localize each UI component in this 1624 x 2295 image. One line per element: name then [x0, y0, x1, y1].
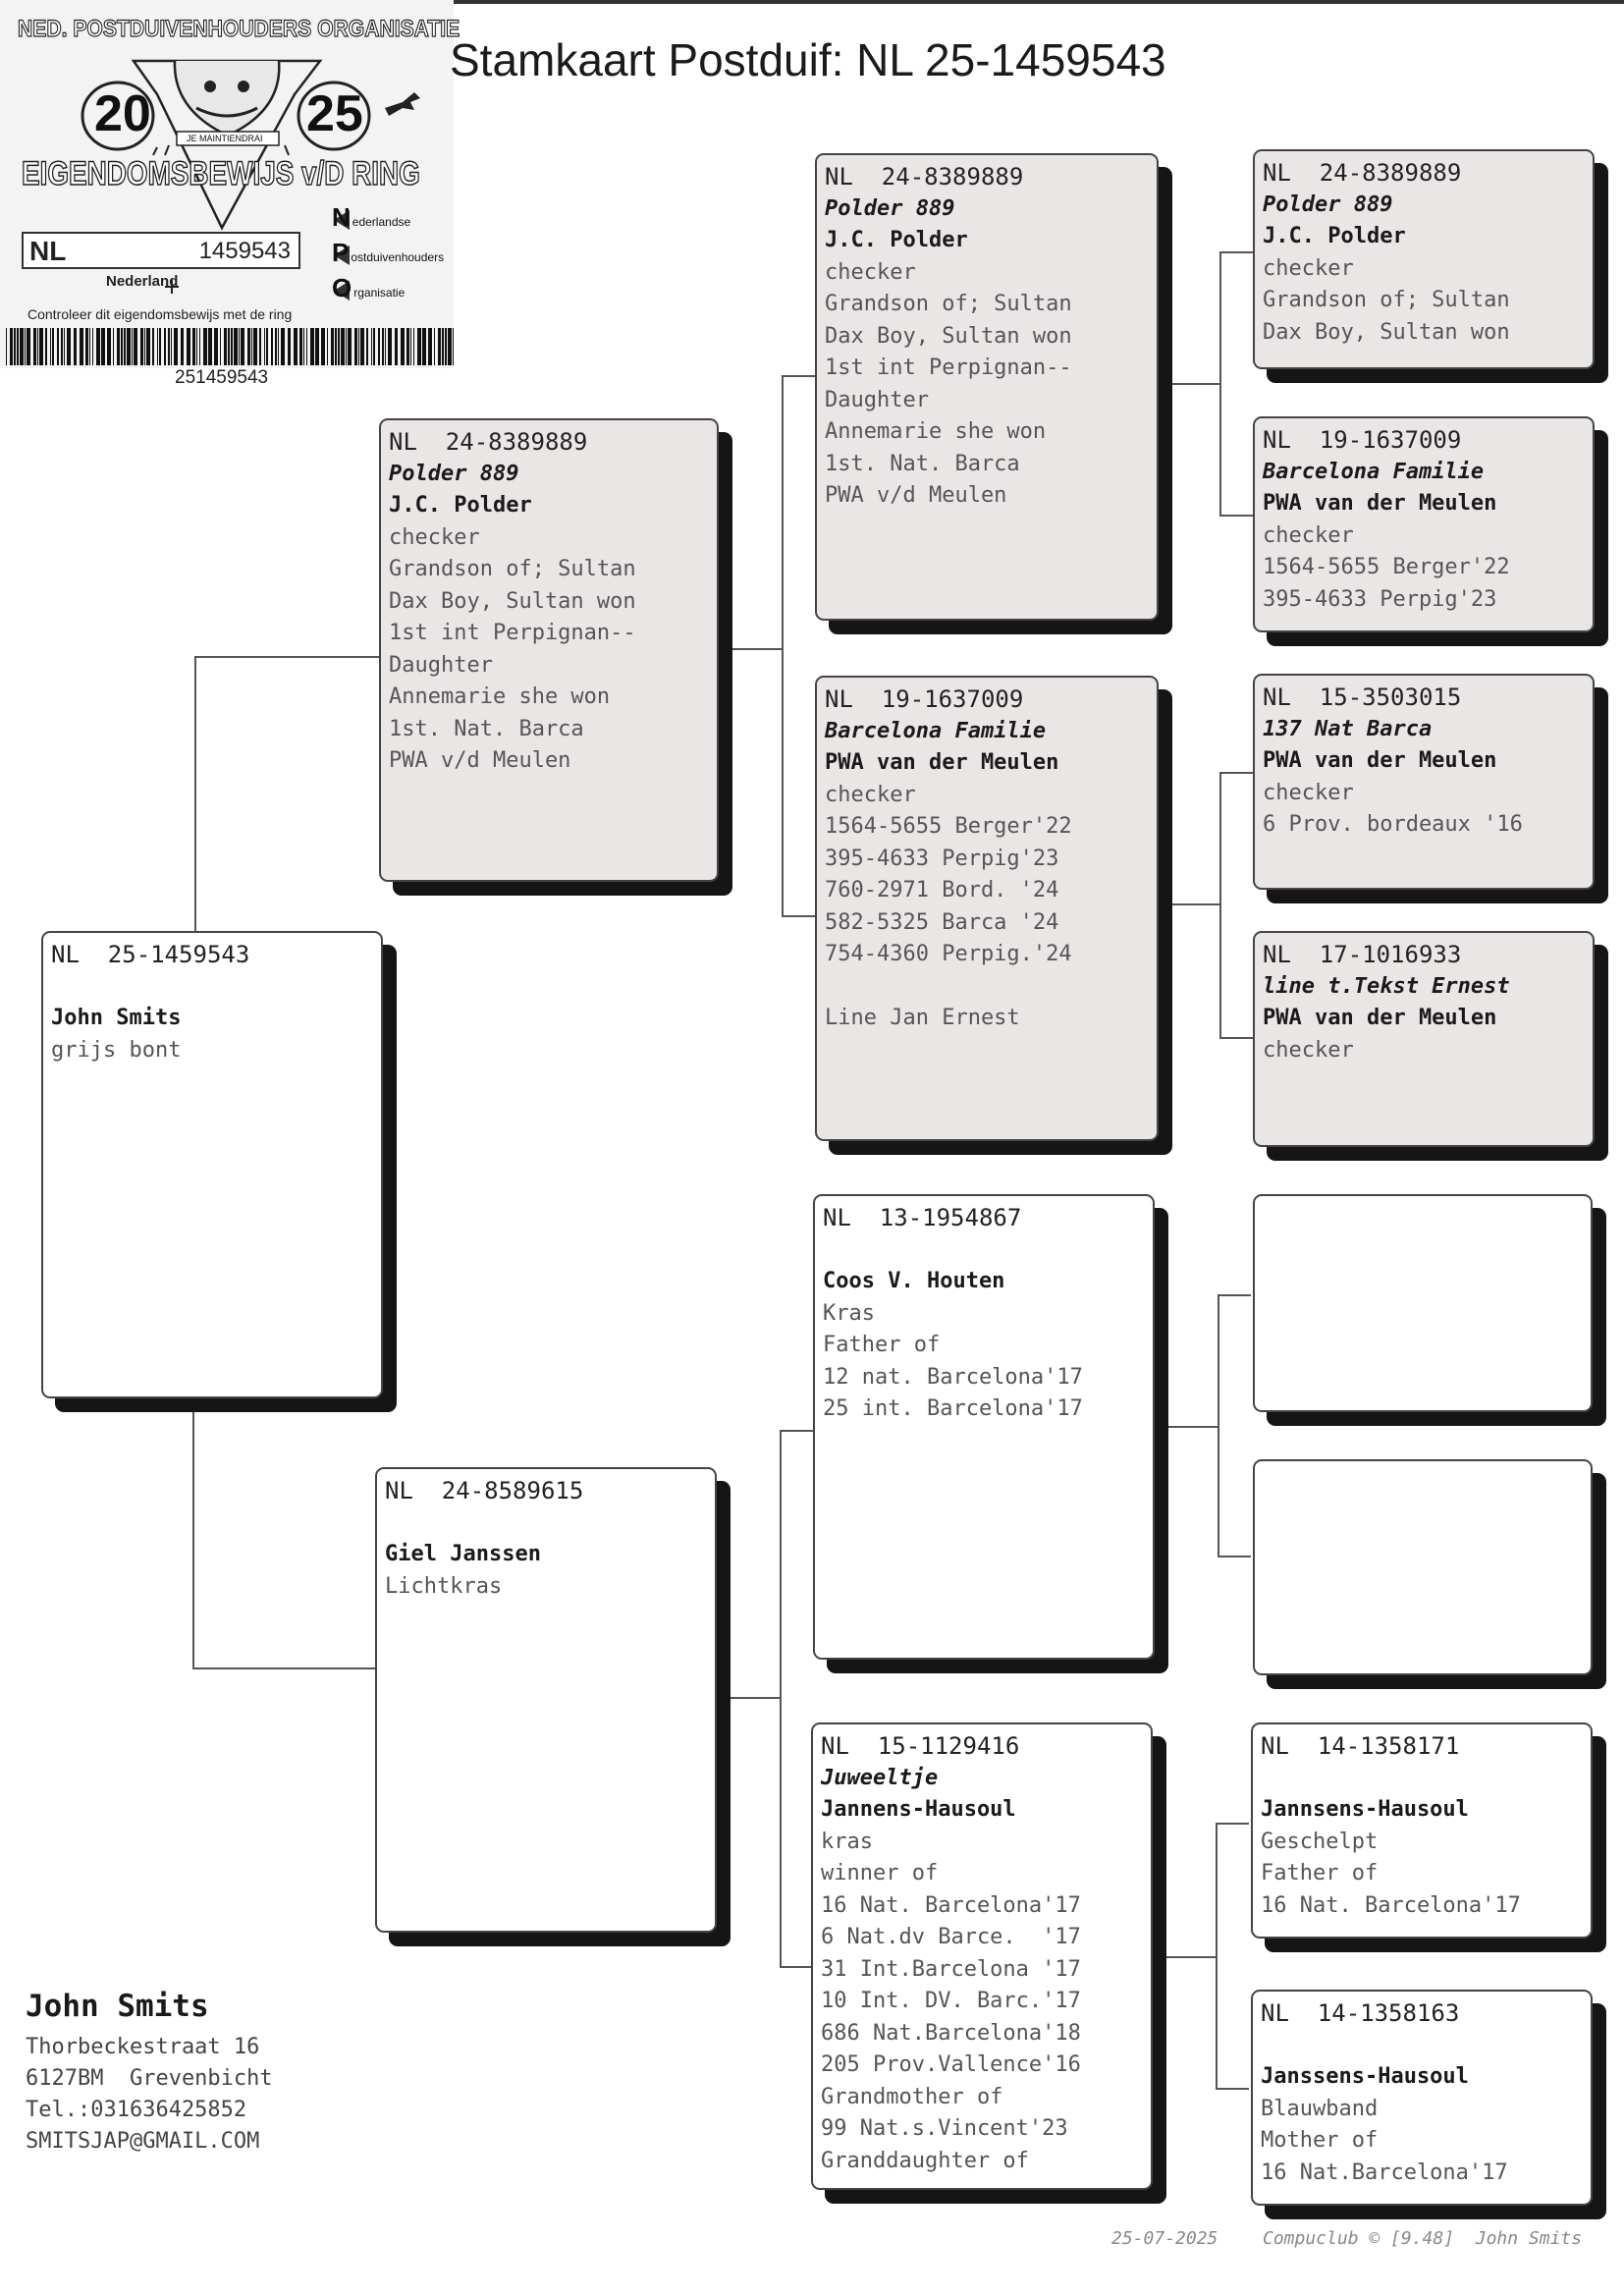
- barcode-bar: [259, 328, 261, 365]
- barcode-bar: [406, 328, 409, 365]
- barcode-bar: [20, 328, 24, 365]
- breeder-name: Giel Janssen: [385, 1542, 541, 1566]
- owner-name: John Smits: [26, 1989, 209, 2024]
- ring-number: NL 25-1459543: [51, 941, 250, 968]
- pigeon-info-line: Grandson of; Sultan: [389, 557, 636, 581]
- pigeon-info-line: 99 Nat.s.Vincent'23: [821, 2116, 1068, 2141]
- barcode-bar: [121, 328, 123, 365]
- barcode-bar: [338, 328, 340, 365]
- barcode-bar: [50, 328, 51, 365]
- barcode-bar: [331, 328, 334, 365]
- pigeon-info-line: 754-4360 Perpig.'24: [825, 942, 1072, 966]
- barcode-bar: [266, 328, 268, 365]
- certificate-title: EIGENDOMSBEWIJS v/D RING: [22, 155, 420, 192]
- breeder-name: Jannsens-Hausoul: [1261, 1797, 1469, 1822]
- connector: [1218, 1556, 1251, 1557]
- connector: [780, 1430, 782, 1968]
- connector: [1164, 1956, 1216, 1958]
- barcode-bar: [6, 328, 7, 365]
- barcode-bar: [171, 328, 172, 365]
- connector: [1219, 251, 1221, 517]
- barcode-bar: [57, 328, 59, 365]
- pigeon-info-line: Daughter: [389, 652, 493, 678]
- pigeon-info-line: [51, 971, 373, 1004]
- pigeon-name: Polder 889: [825, 195, 955, 221]
- pigeon-info-line: [385, 1507, 707, 1540]
- barcode-bar: [101, 328, 105, 365]
- pedigree-card-dam: [375, 1467, 717, 1933]
- connector: [782, 915, 815, 917]
- barcode-bar: [234, 328, 238, 365]
- pigeon-info-line: PWA v/d Meulen: [825, 483, 1007, 508]
- pigeon-info-line: checker: [1263, 522, 1354, 548]
- barcode-bar: [107, 328, 111, 365]
- ring-number: NL 13-1954867: [823, 1204, 1022, 1231]
- pigeon-info-line: 1st. Nat. Barca: [389, 716, 584, 741]
- pedigree-card-ssd: [1253, 416, 1595, 632]
- barcode-bar: [445, 328, 447, 365]
- barcode-bar: [388, 328, 392, 365]
- connector: [729, 1697, 780, 1699]
- barcode-bar: [348, 328, 352, 365]
- pigeon-name: Juweeltje: [821, 1765, 939, 1790]
- barcode-bar: [228, 328, 230, 365]
- pedigree-card-dds: [1251, 1722, 1593, 1939]
- barcode-bar: [174, 328, 178, 365]
- ring-number: NL 24-8389889: [389, 428, 588, 456]
- connector: [1218, 1294, 1219, 1557]
- pigeon-name: 137 Nat Barca: [1263, 716, 1433, 741]
- barcode-bar: [92, 328, 93, 365]
- barcode-bar: [438, 328, 441, 365]
- owner-phone: Tel.:031636425852: [26, 2098, 247, 2122]
- connector: [192, 1410, 194, 1669]
- pigeon-info-line: checker: [1263, 1037, 1354, 1063]
- barcode-bar: [239, 328, 240, 365]
- pigeon-info-line: Father of: [823, 1333, 941, 1357]
- pigeon-info-line: [823, 1234, 1145, 1267]
- certificate-ring-box: [22, 232, 300, 269]
- pigeon-info-line: 205 Prov.Vallence'16: [821, 2052, 1081, 2077]
- barcode-bar: [181, 328, 184, 365]
- pigeon-info-line: Daughter: [825, 387, 929, 412]
- barcode-bar: [45, 328, 47, 365]
- connector: [782, 375, 815, 377]
- barcode-bar: [395, 328, 398, 365]
- barcode-bar: [382, 328, 384, 365]
- barcode-bar: [89, 328, 90, 365]
- breeder-name: PWA van der Meulen: [1263, 491, 1497, 516]
- pigeon-info-line: Dax Boy, Sultan won: [825, 323, 1072, 349]
- barcode-bar: [231, 328, 233, 365]
- certificate-year-right: 25: [306, 85, 363, 142]
- certificate-year-left: 20: [94, 85, 151, 142]
- pigeon-info-line: Dax Boy, Sultan won: [1263, 319, 1510, 345]
- page-title: Stamkaart Postduif: NL 25-1459543: [450, 34, 1166, 85]
- pedigree-card-sire-dam: [815, 676, 1159, 1141]
- connector: [1218, 1294, 1251, 1296]
- barcode-bar: [428, 328, 432, 365]
- pedigree-card-dam-sire: [813, 1194, 1155, 1660]
- connector: [1219, 772, 1253, 774]
- barcode-bar: [67, 328, 71, 365]
- pigeon-info-line: grijs bont: [51, 1037, 182, 1063]
- pigeon-info-line: 1st int Perpignan--: [825, 355, 1072, 380]
- breeder-name: PWA van der Meulen: [1263, 1006, 1497, 1030]
- breeder-name: Janssens-Hausoul: [1261, 2064, 1469, 2089]
- pigeon-name: Polder 889: [389, 461, 519, 486]
- pedigree-card-dss: [1253, 1194, 1593, 1412]
- connector: [1216, 1823, 1249, 1825]
- barcode-bar: [64, 328, 65, 365]
- pigeon-info-line: 1st. Nat. Barca: [825, 451, 1020, 476]
- pedigree-card-subject: [41, 931, 383, 1398]
- pigeon-info-line: 10 Int. DV. Barc.'17: [821, 1989, 1081, 2013]
- pigeon-info-line: 1st int Perpignan--: [389, 621, 636, 645]
- pedigree-card-sire-sire: [815, 153, 1159, 621]
- pigeon-info-line: [1261, 1763, 1583, 1795]
- barcode-bar: [358, 328, 359, 365]
- barcode-bar: [281, 328, 285, 365]
- pigeon-info-line: Grandson of; Sultan: [825, 292, 1072, 316]
- breeder-name: PWA van der Meulen: [825, 750, 1059, 775]
- connector: [1219, 1037, 1253, 1039]
- barcode-bar: [33, 328, 36, 365]
- pigeon-info-line: Grandson of; Sultan: [1263, 288, 1510, 312]
- barcode-bar: [74, 328, 77, 365]
- barcode-bar: [413, 328, 414, 365]
- pigeon-info-line: Blauwband: [1261, 2096, 1379, 2121]
- barcode-bar: [39, 328, 43, 365]
- pigeon-info-line: Father of: [1261, 1861, 1379, 1885]
- barcode-bar: [61, 328, 63, 365]
- barcode-bar: [247, 328, 250, 365]
- pigeon-info-line: 760-2971 Bord. '24: [825, 878, 1059, 902]
- barcode-bar: [168, 328, 170, 365]
- pigeon-info-line: checker: [825, 782, 916, 807]
- pedigree-card-ddd: [1251, 1990, 1593, 2206]
- connector: [1168, 383, 1219, 385]
- pigeon-info-line: Annemarie she won: [825, 419, 1047, 444]
- pigeon-info-line: 16 Nat. Barcelona'17: [821, 1892, 1081, 1918]
- barcode-bar: [17, 328, 19, 365]
- barcode-bar: [306, 328, 307, 365]
- pigeon-info-line: Lichtkras: [385, 1573, 503, 1599]
- ring-certificate: [0, 0, 461, 388]
- pigeon-info-line: checker: [825, 259, 916, 285]
- pigeon-info-line: 31 Int.Barcelona '17: [821, 1956, 1081, 1982]
- pigeon-info-line: Mother of: [1261, 2128, 1379, 2153]
- barcode-bar: [124, 328, 126, 365]
- connector: [1216, 1823, 1218, 2090]
- pigeon-info-line: Kras: [823, 1300, 875, 1326]
- ring-number: NL 24-8389889: [1263, 159, 1462, 187]
- barcode-bar: [417, 328, 421, 365]
- barcode-bar: [327, 328, 328, 365]
- pigeon-info-line: checker: [1263, 255, 1354, 281]
- pigeon-name: Polder 889: [1263, 191, 1393, 217]
- barcode-bar: [442, 328, 444, 365]
- breeder-name: Coos V. Houten: [823, 1269, 1005, 1293]
- owner-street: Thorbeckestraat 16: [26, 2035, 260, 2059]
- breeder-name: PWA van der Meulen: [1263, 748, 1497, 773]
- pigeon-info-line: 1564-5655 Berger'22: [825, 814, 1072, 839]
- barcode-bar: [224, 328, 227, 365]
- barcode-bar: [422, 328, 426, 365]
- pigeon-info-line: Geschelpt: [1261, 1829, 1379, 1854]
- certificate-ring-number: 1459543: [198, 238, 291, 264]
- barcode-bar: [385, 328, 386, 365]
- pedigree-card-dam-dam: [811, 1722, 1153, 2190]
- barcode-bar: [146, 328, 150, 365]
- connector: [1219, 251, 1253, 253]
- barcode-bar: [371, 328, 372, 365]
- barcode-bar: [275, 328, 277, 365]
- barcode-bar: [241, 328, 244, 365]
- barcode: [6, 328, 454, 365]
- npo-line-p: Postduivenhouders: [332, 238, 445, 267]
- ring-number: NL 19-1637009: [1263, 426, 1462, 454]
- barcode-bar: [157, 328, 158, 365]
- barcode-bar: [271, 328, 273, 365]
- barcode-bar: [25, 328, 26, 365]
- npo-line-o: Organisatie: [332, 273, 406, 302]
- barcode-number: 251459543: [175, 367, 269, 388]
- breeder-name: J.C. Polder: [389, 493, 532, 518]
- barcode-bar: [299, 328, 302, 365]
- barcode-bar: [14, 328, 16, 365]
- pigeon-info-line: checker: [1263, 780, 1354, 805]
- barcode-bar: [132, 328, 133, 365]
- certificate-country-code: NL: [29, 236, 67, 266]
- pigeon-info-line: kras: [821, 1829, 873, 1854]
- connector: [1216, 2088, 1249, 2090]
- barcode-bar: [366, 328, 368, 365]
- barcode-bar: [159, 328, 161, 365]
- barcode-bar: [360, 328, 364, 365]
- owner-city: 6127BM Grevenbicht: [26, 2066, 273, 2091]
- barcode-bar: [127, 328, 131, 365]
- barcode-bar: [401, 328, 405, 365]
- barcode-bar: [208, 328, 212, 365]
- pigeon-info-line: 16 Nat.Barcelona'17: [1261, 2159, 1508, 2185]
- pigeon-info-line: 12 nat. Barcelona'17: [823, 1364, 1083, 1390]
- pigeon-info-line: 582-5325 Barca '24: [825, 909, 1059, 935]
- ring-number: NL 14-1358171: [1261, 1732, 1460, 1760]
- pigeon-info-line: 6 Prov. bordeaux '16: [1263, 812, 1523, 837]
- owner-email: SMITSJAP@GMAIL.COM: [26, 2129, 260, 2154]
- barcode-bar: [80, 328, 83, 365]
- connector: [1168, 903, 1219, 905]
- barcode-bar: [264, 328, 265, 365]
- barcode-bar: [315, 328, 319, 365]
- barcode-bar: [187, 328, 190, 365]
- barcode-bar: [214, 328, 218, 365]
- pigeon-info-line: 6 Nat.dv Barce. '17: [821, 1925, 1081, 1949]
- barcode-bar: [251, 328, 252, 365]
- breeder-name: J.C. Polder: [1263, 224, 1406, 248]
- connector: [194, 656, 196, 933]
- barcode-bar: [10, 328, 13, 365]
- barcode-bar: [134, 328, 137, 365]
- connector: [780, 1966, 813, 1968]
- connector: [194, 656, 381, 658]
- barcode-bar: [85, 328, 88, 365]
- barcode-bar: [52, 328, 54, 365]
- pigeon-info-line: PWA v/d Meulen: [389, 748, 571, 773]
- pedigree-card-sds: [1253, 674, 1595, 890]
- pedigree-card-sss: [1253, 149, 1595, 369]
- barcode-bar: [321, 328, 325, 365]
- barcode-bar: [410, 328, 411, 365]
- breeder-name: J.C. Polder: [825, 228, 968, 252]
- barcode-bar: [341, 328, 345, 365]
- barcode-bar: [113, 328, 114, 365]
- footer-date: 25-07-2025: [1111, 2228, 1218, 2249]
- barcode-bar: [140, 328, 143, 365]
- pedigree-card-dsd: [1253, 1459, 1593, 1675]
- connector: [1219, 515, 1253, 517]
- barcode-bar: [346, 328, 347, 365]
- barcode-bar: [196, 328, 197, 365]
- barcode-bar: [96, 328, 100, 365]
- npo-line-n: Nederlandse: [332, 202, 411, 232]
- connector: [780, 1430, 813, 1432]
- pigeon-info-line: checker: [389, 524, 480, 550]
- ring-number: NL 14-1358163: [1261, 1999, 1460, 2027]
- barcode-bar: [27, 328, 30, 365]
- connector: [732, 648, 782, 650]
- barcode-bar: [144, 328, 145, 365]
- certificate-control-text: Controleer dit eigendomsbewijs met de ring: [27, 306, 293, 322]
- certificate-country: Nederland: [106, 273, 179, 290]
- pigeon-info-line: 1564-5655 Berger'22: [1263, 555, 1510, 579]
- barcode-bar: [310, 328, 314, 365]
- pedigree-card-sdd: [1253, 931, 1595, 1147]
- barcode-bar: [335, 328, 337, 365]
- barcode-bar: [37, 328, 38, 365]
- barcode-bar: [199, 328, 200, 365]
- pigeon-info-line: Granddaughter of: [821, 2148, 1029, 2173]
- barcode-bar: [164, 328, 166, 365]
- pigeon-name: Barcelona Familie: [1263, 459, 1485, 484]
- pigeon-info-line: winner of: [821, 1861, 939, 1885]
- pigeon-info-line: [825, 971, 1149, 1004]
- footer-software: Compuclub © [9.48] John Smits: [1263, 2228, 1583, 2249]
- barcode-bar: [448, 328, 452, 365]
- pedigree-card-sire: [379, 418, 719, 882]
- barcode-bar: [288, 328, 291, 365]
- barcode-bar: [278, 328, 279, 365]
- barcode-bar: [192, 328, 195, 365]
- ring-number: NL 24-8389889: [825, 163, 1024, 191]
- barcode-bar: [373, 328, 375, 365]
- pigeon-info-line: Line Jan Ernest: [825, 1006, 1020, 1030]
- barcode-bar: [303, 328, 304, 365]
- pigeon-info-line: 395-4633 Perpig'23: [1263, 586, 1497, 612]
- certificate-org-name: NED. POSTDUIVENHOUDERS ORGANISATIE: [18, 16, 460, 42]
- ring-number: NL 15-1129416: [821, 1732, 1020, 1760]
- barcode-bar: [117, 328, 120, 365]
- pigeon-info-line: [1261, 2030, 1583, 2062]
- breeder-name: Jannens-Hausoul: [821, 1797, 1016, 1822]
- barcode-bar: [203, 328, 207, 365]
- pigeon-info-line: Grandmother of: [821, 2084, 1003, 2109]
- pigeon-info-line: Annemarie she won: [389, 684, 611, 709]
- connector: [1164, 1426, 1218, 1428]
- ring-number: NL 24-8589615: [385, 1477, 584, 1504]
- connector: [192, 1667, 375, 1669]
- barcode-bar: [378, 328, 380, 365]
- breeder-name: John Smits: [51, 1006, 182, 1030]
- barcode-bar: [434, 328, 435, 365]
- pigeon-info-line: 25 int. Barcelona'17: [823, 1396, 1083, 1421]
- connector: [1219, 772, 1221, 1039]
- pigeon-info-line: 16 Nat. Barcelona'17: [1261, 1892, 1521, 1918]
- connector: [782, 375, 784, 917]
- pigeon-name: line t.Tekst Ernest: [1263, 973, 1510, 999]
- pigeon-name: Barcelona Familie: [825, 718, 1047, 743]
- pigeon-info-line: 686 Nat.Barcelona'18: [821, 2020, 1081, 2046]
- ring-number: NL 19-1637009: [825, 685, 1024, 713]
- certificate-banner: JE MAINTIENDRAI: [187, 134, 263, 143]
- barcode-bar: [294, 328, 298, 365]
- barcode-bar: [354, 328, 357, 365]
- barcode-bar: [152, 328, 154, 365]
- pigeon-info-line: 395-4633 Perpig'23: [825, 846, 1059, 871]
- barcode-bar: [220, 328, 221, 365]
- barcode-bar: [453, 328, 454, 365]
- barcode-bar: [253, 328, 257, 365]
- pigeon-info-line: Dax Boy, Sultan won: [389, 588, 636, 614]
- ring-number: NL 17-1016933: [1263, 941, 1462, 968]
- ring-number: NL 15-3503015: [1263, 683, 1462, 711]
